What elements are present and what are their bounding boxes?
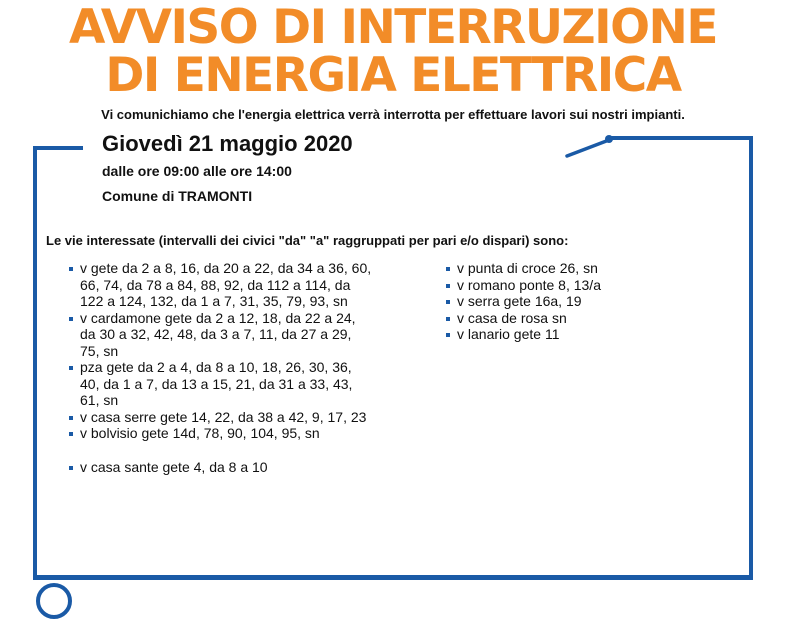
street-item: v romano ponte 8, 13/a: [446, 277, 706, 294]
streets-list-left: [69, 260, 374, 475]
title-line-2: DI ENERGIA ELETTRICA: [105, 48, 681, 103]
street-item: v punta di croce 26, sn: [446, 260, 706, 277]
streets-list-right: [446, 260, 706, 343]
intro-text: Vi comunichiamo che l'energia elettrica verrà interrotta per effettuare lavori sui nostri impianti.: [101, 107, 685, 122]
outage-hours: dalle ore 09:00 alle ore 14:00: [102, 163, 292, 179]
street-item: v gete da 2 a 8, 16, da 20 a 22, da 34 a 36, 60, 66, 74, da 78 a 84, 88, 92, da 112 a 114, da 122 a 124, 132, da 1 a 7, 31, 35, 79, 93, sn: [69, 260, 374, 310]
frame-corner-pin-icon: [560, 133, 620, 163]
frame-right-border: [749, 136, 753, 580]
outage-date: Giovedì 21 maggio 2020: [102, 131, 353, 156]
title-line-1: AVVISO DI INTERRUZIONE: [69, 0, 717, 55]
street-item: v lanario gete 11: [446, 326, 706, 343]
frame-top-right-border: [610, 136, 753, 140]
street-item: v casa sante gete 4, da 8 a 10: [69, 459, 374, 476]
street-item: v casa serre gete 14, 22, da 38 a 42, 9, 17, 23: [69, 409, 374, 426]
frame-top-left-border: [33, 146, 83, 150]
street-item: v casa de rosa sn: [446, 310, 706, 327]
street-item: v serra gete 16a, 19: [446, 293, 706, 310]
street-item: pza gete da 2 a 4, da 8 a 10, 18, 26, 30, 36, 40, da 1 a 7, da 13 a 15, 21, da 31 a 33, 43, 61, sn: [69, 359, 374, 409]
frame-bottom-border: [33, 575, 753, 580]
municipality: Comune di TRAMONTI: [102, 188, 253, 204]
street-item: v cardamone gete da 2 a 12, 18, da 22 a 24, da 30 a 32, 42, 48, da 3 a 7, 11, da 27 a 29, 75, sn: [69, 310, 374, 360]
street-item: v bolvisio gete 14d, 78, 90, 104, 95, sn: [69, 425, 374, 442]
frame-left-border: [33, 148, 37, 580]
streets-header: Le vie interessate (intervalli dei civici "da" "a" raggruppati per pari e/o dispari) sono:: [46, 233, 569, 248]
bottom-circle-icon: [36, 583, 72, 619]
